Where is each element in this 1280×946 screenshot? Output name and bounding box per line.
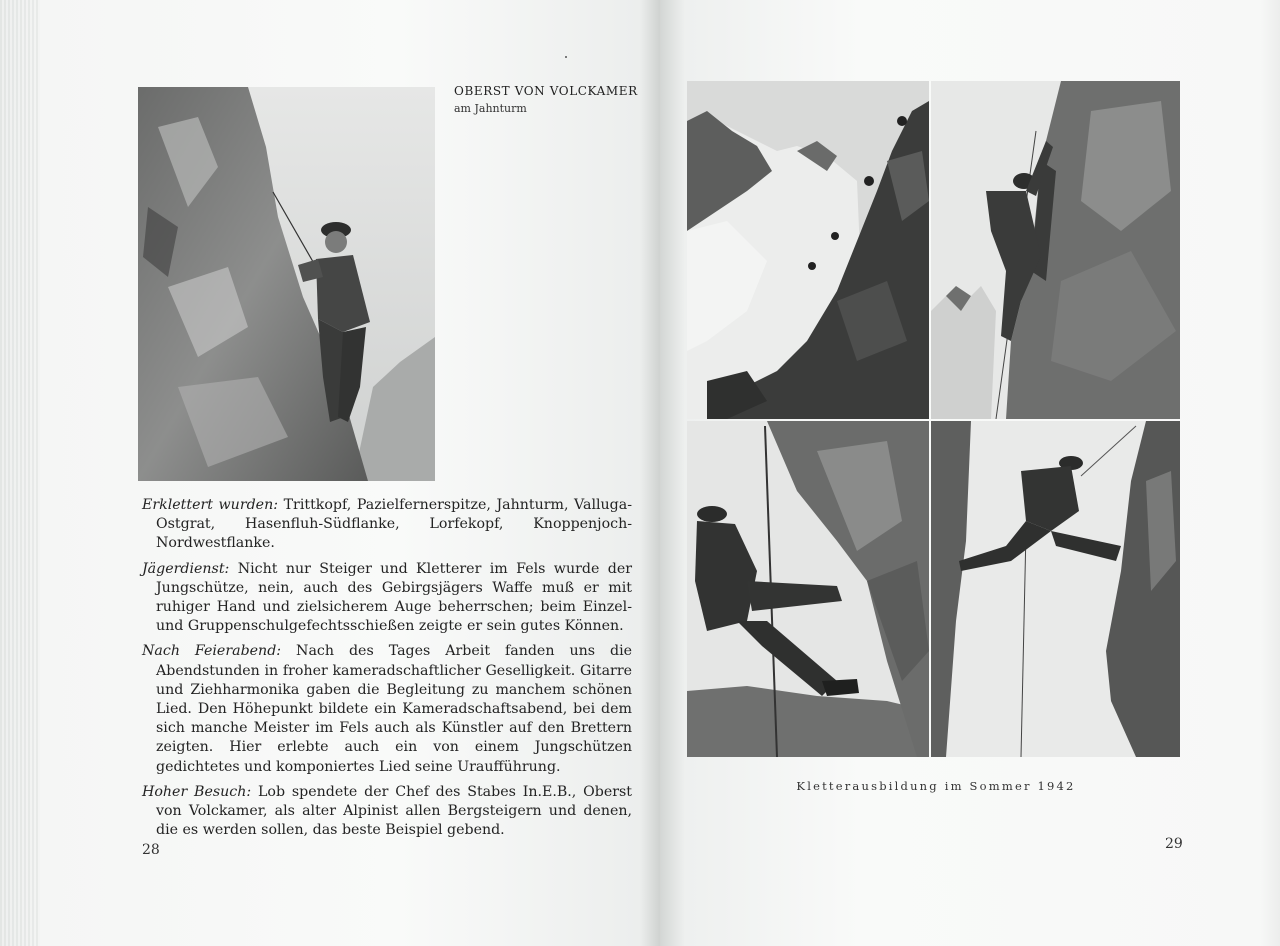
- paragraph-after-work: [142, 642, 632, 776]
- paragraph-lead: Jägerdienst:: [142, 560, 230, 577]
- paragraph-climbed: [142, 496, 632, 554]
- photo-caption-subtitle: am Jahnturm: [454, 102, 527, 115]
- climbing-photo-ridge: [687, 81, 929, 419]
- paragraph-lead: Erklettert wurden:: [142, 497, 278, 513]
- paragraph-hunter-service: [142, 560, 632, 637]
- photo-caption-title: OBERST VON VOLCKAMER: [454, 84, 638, 98]
- paragraph-lead: Nach Feierabend:: [142, 643, 282, 660]
- climbing-photo-wall: [931, 81, 1180, 419]
- photo-grid-caption: Kletterausbildung im Sommer 1942: [796, 779, 1076, 793]
- paragraph-text: Nach des Tages Arbeit fanden uns die Abendstunden in froher kameradschaftlicher Geselligkeit. Gitarre und Ziehharmonika gaben die Begleitung zu manchem schönen Lied. Den Höhepunkt bildete ein Kameradschaftsabend, bei dem sich manche Meister im Fels auch als Künstler auf den Brettern zeigten. Hier erlebte auch ein von einem Jungschützen gedichtetes und komponiertes Lied seine Uraufführung.: [156, 643, 632, 775]
- rappelling-photo-left: [687, 421, 929, 757]
- right-page: [660, 0, 1280, 946]
- rappelling-photo-right: [931, 421, 1180, 757]
- page-number-left: 28: [142, 842, 160, 858]
- page-edges: [0, 0, 40, 946]
- paragraph-text: Trittkopf, Pazielfernerspitze, Jahnturm, Valluga-Ostgrat, Hasenfluh-Südflanke, Lorfekopf, Knoppenjoch-Nordwestflanke.: [156, 497, 632, 552]
- paragraph-text: Nicht nur Steiger und Kletterer im Fels wurde der Jungschütze, nein, auch des Gebirgsjägers Waffe muß er mit ruhiger Hand und zielsicherem Auge beherrschen; beim Einzel- und Gruppenschulgefechtsschießen zeigte er sein gutes Können.: [156, 560, 632, 635]
- paragraph-lead: Hoher Besuch:: [142, 783, 252, 800]
- body-text: [142, 496, 632, 846]
- paragraph-text: Lob spendete der Chef des Stabes In.E.B., Oberst von Volckamer, als alter Alpinist allen Bergsteigern und denen, die es werden sollen, das beste Beispiel gebend.: [156, 783, 632, 839]
- page-number-right: 29: [1165, 836, 1183, 852]
- print-speck: [565, 56, 567, 58]
- paragraph-high-visit: [142, 783, 632, 841]
- climber-photo: [138, 87, 435, 481]
